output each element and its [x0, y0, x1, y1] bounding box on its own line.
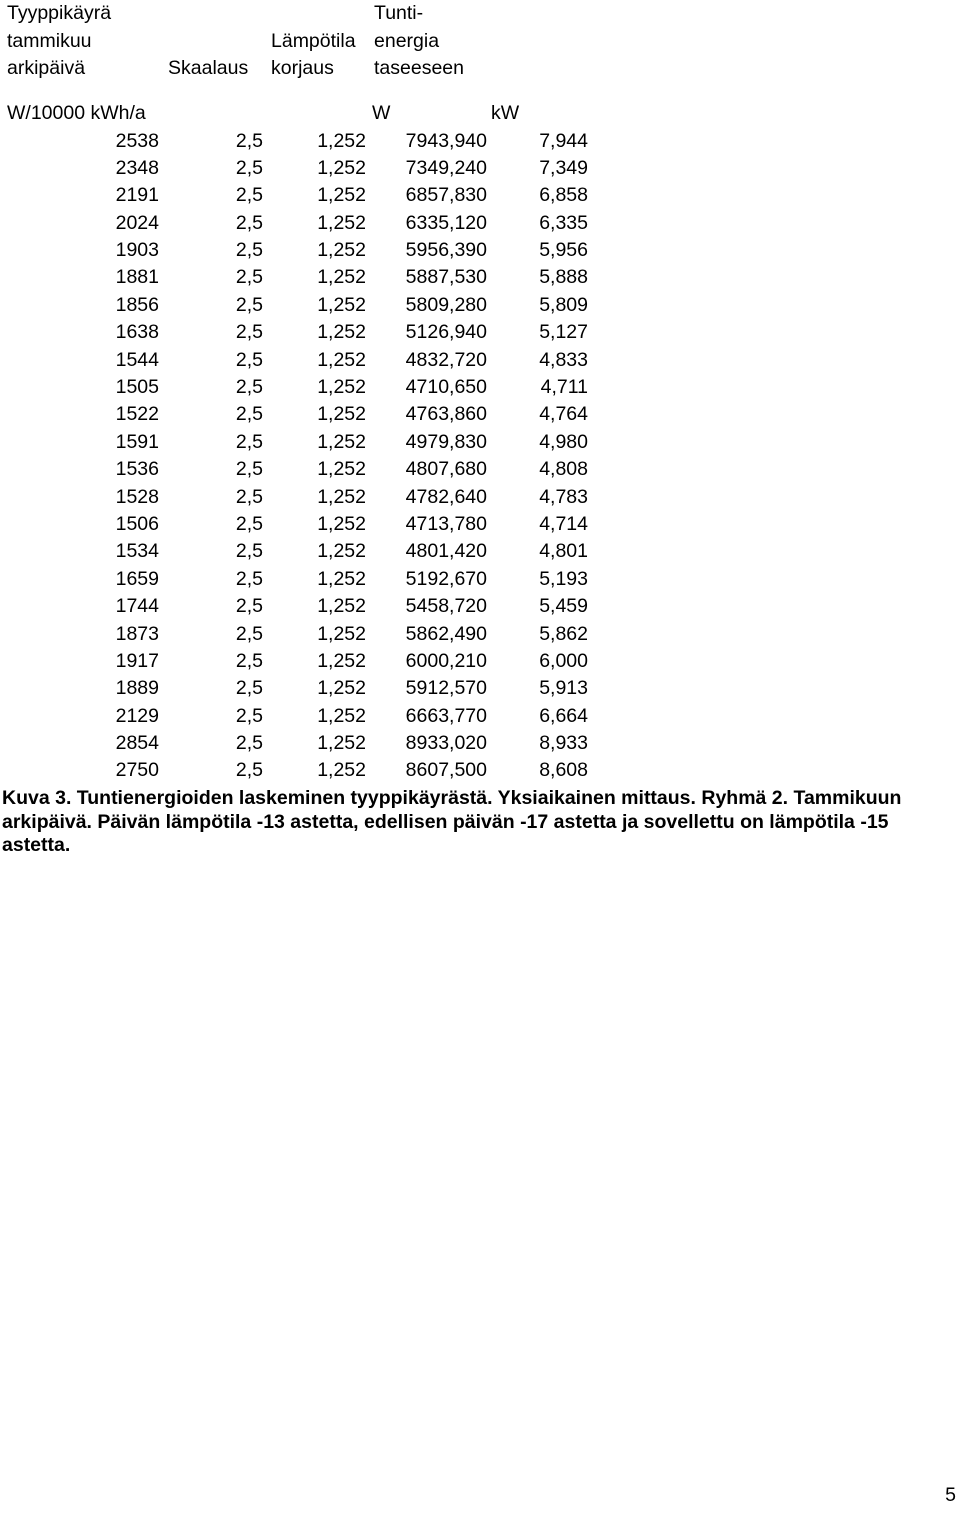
- table-cell: 2,5: [235, 732, 263, 755]
- table-cell: 4,714: [539, 512, 588, 535]
- table-cell: 1,252: [317, 704, 366, 727]
- table-row: [7, 429, 607, 456]
- figure-caption: Kuva 3. Tuntienergioiden laskeminen tyyppikäyrästä. Yksiaikainen mittaus. Ryhmä 2. Tammikuun arkipäivä. Päivän lämpötila -13 astetta, edellisen päivän -17 astetta ja sovellettu on lämpötila -15 astetta.: [2, 787, 902, 856]
- table-cell: 7,349: [539, 156, 588, 179]
- table-cell: 2538: [115, 129, 159, 152]
- table-cell: 2,5: [235, 649, 263, 672]
- table-row: [7, 566, 607, 593]
- page-number: 5: [945, 1484, 956, 1506]
- table-row: [7, 648, 607, 675]
- table-cell: 4713,780: [405, 512, 487, 535]
- table-cell: 8,608: [539, 759, 588, 782]
- table-cell: 2,5: [235, 704, 263, 727]
- table-cell: 8607,500: [405, 759, 487, 782]
- table-cell: 2,5: [235, 595, 263, 618]
- table-cell: 2,5: [235, 512, 263, 535]
- table-cell: 1873: [115, 622, 159, 645]
- table-cell: 2,5: [235, 759, 263, 782]
- header-tuntienergia: Tunti- energia taseeseen: [374, 2, 464, 79]
- table-cell: 1903: [115, 239, 159, 262]
- table-row: [7, 374, 607, 401]
- table-cell: 5,127: [539, 321, 588, 344]
- table-cell: 2854: [115, 732, 159, 755]
- table-cell: 1856: [115, 293, 159, 316]
- table-cell: 2,5: [235, 677, 263, 700]
- table-cell: 1544: [115, 348, 159, 371]
- table-cell: 5956,390: [405, 239, 487, 262]
- unit-kw: kW: [491, 102, 520, 124]
- table-cell: 8,933: [539, 732, 588, 755]
- data-table: [7, 0, 607, 785]
- table-cell: 6,664: [539, 704, 588, 727]
- table-cell: 2,5: [235, 321, 263, 344]
- table-cell: 2024: [115, 211, 159, 234]
- table-cell: 1659: [115, 567, 159, 590]
- table-cell: 2,5: [235, 458, 263, 481]
- table-cell: 1,252: [317, 485, 366, 508]
- table-cell: 1638: [115, 321, 159, 344]
- header-skaalaus: Skaalaus: [168, 57, 249, 79]
- table-row: [7, 703, 607, 730]
- table-cell: 5,862: [539, 622, 588, 645]
- table-cell: 2,5: [235, 184, 263, 207]
- header-lampotila-korjaus: Lämpötila korjaus: [271, 29, 356, 79]
- table-cell: 2,5: [235, 348, 263, 371]
- table-cell: 6335,120: [405, 211, 487, 234]
- table-row: [7, 484, 607, 511]
- table-cell: 7349,240: [405, 156, 487, 179]
- table-cell: 4710,650: [405, 376, 487, 399]
- table-cell: 1,252: [317, 567, 366, 590]
- table-row: [7, 757, 607, 784]
- table-cell: 1917: [115, 649, 159, 672]
- table-cell: 1,252: [317, 156, 366, 179]
- table-cell: 1,252: [317, 759, 366, 782]
- table-cell: 2,5: [235, 622, 263, 645]
- table-cell: 2750: [115, 759, 159, 782]
- table-row: [7, 511, 607, 538]
- unit-w: W: [372, 102, 391, 124]
- table-row: [7, 675, 607, 702]
- table-cell: 1,252: [317, 595, 366, 618]
- table-cell: 1536: [115, 458, 159, 481]
- table-cell: 1,252: [317, 266, 366, 289]
- table-cell: 1528: [115, 485, 159, 508]
- table-cell: 5,888: [539, 266, 588, 289]
- table-cell: 1506: [115, 512, 159, 535]
- table-cell: 2,5: [235, 430, 263, 453]
- table-row: [7, 237, 607, 264]
- table-cell: 5,956: [539, 239, 588, 262]
- table-row: [7, 128, 607, 155]
- table-header: [7, 0, 607, 100]
- table-cell: 5192,670: [405, 567, 487, 590]
- table-cell: 4,980: [539, 430, 588, 453]
- table-cell: 2,5: [235, 293, 263, 316]
- table-cell: 4,833: [539, 348, 588, 371]
- table-cell: 6000,210: [405, 649, 487, 672]
- table-cell: 1,252: [317, 321, 366, 344]
- table-cell: 4,783: [539, 485, 588, 508]
- table-row: [7, 401, 607, 428]
- table-cell: 2,5: [235, 129, 263, 152]
- table-cell: 2348: [115, 156, 159, 179]
- table-cell: 2,5: [235, 239, 263, 262]
- table-cell: 1,252: [317, 293, 366, 316]
- table-row: [7, 593, 607, 620]
- table-cell: 6,858: [539, 184, 588, 207]
- table-cell: 1889: [115, 677, 159, 700]
- table-cell: 1,252: [317, 732, 366, 755]
- table-cell: 1,252: [317, 348, 366, 371]
- table-cell: 4979,830: [405, 430, 487, 453]
- table-cell: 1,252: [317, 677, 366, 700]
- table-row: [7, 730, 607, 757]
- table-cell: 1,252: [317, 622, 366, 645]
- table-cell: 2,5: [235, 485, 263, 508]
- table-cell: 4801,420: [405, 540, 487, 563]
- table-cell: 5912,570: [405, 677, 487, 700]
- table-row: [7, 347, 607, 374]
- table-cell: 4,711: [540, 376, 588, 399]
- table-row: [7, 155, 607, 182]
- table-cell: 6,335: [539, 211, 588, 234]
- table-cell: 5126,940: [405, 321, 487, 344]
- table-cell: 2,5: [235, 266, 263, 289]
- table-cell: 1,252: [317, 458, 366, 481]
- table-cell: 1,252: [317, 540, 366, 563]
- table-cell: 5809,280: [405, 293, 487, 316]
- table-cell: 5862,490: [405, 622, 487, 645]
- table-cell: 1,252: [317, 376, 366, 399]
- table-cell: 4,808: [539, 458, 588, 481]
- table-body: [7, 128, 607, 785]
- table-cell: 4807,680: [405, 458, 487, 481]
- table-cell: 1,252: [317, 430, 366, 453]
- table-cell: 2129: [115, 704, 159, 727]
- table-cell: 6663,770: [405, 704, 487, 727]
- table-cell: 2,5: [235, 540, 263, 563]
- table-row: [7, 621, 607, 648]
- table-cell: 2191: [115, 184, 159, 207]
- table-cell: 4,764: [539, 403, 588, 426]
- table-cell: 5887,530: [405, 266, 487, 289]
- table-cell: 1,252: [317, 649, 366, 672]
- table-cell: 1744: [115, 595, 159, 618]
- table-cell: 1,252: [317, 211, 366, 234]
- table-cell: 1,252: [317, 129, 366, 152]
- table-cell: 1,252: [317, 512, 366, 535]
- table-cell: 2,5: [235, 376, 263, 399]
- table-cell: 2,5: [235, 211, 263, 234]
- table-cell: 2,5: [235, 403, 263, 426]
- header-tyyppikayra: Tyyppikäyrä tammikuu arkipäivä: [7, 2, 112, 79]
- table-cell: 7943,940: [405, 129, 487, 152]
- table-row: [7, 292, 607, 319]
- table-row: [7, 264, 607, 291]
- table-cell: 2,5: [235, 567, 263, 590]
- table-cell: 6857,830: [405, 184, 487, 207]
- table-cell: 5,913: [539, 677, 588, 700]
- table-cell: 1,252: [317, 184, 366, 207]
- table-cell: 5,809: [539, 293, 588, 316]
- table-row: [7, 538, 607, 565]
- table-row: [7, 319, 607, 346]
- table-cell: 4,801: [539, 540, 588, 563]
- table-cell: 4782,640: [405, 485, 487, 508]
- table-cell: 6,000: [539, 649, 588, 672]
- table-cell: 1,252: [317, 239, 366, 262]
- table-units-row: [7, 100, 607, 128]
- table-cell: 4763,860: [405, 403, 487, 426]
- table-cell: 1505: [115, 376, 159, 399]
- unit-w-per-kwh: W/10000 kWh/a: [7, 102, 146, 124]
- table-row: [7, 182, 607, 209]
- table-row: [7, 456, 607, 483]
- table-cell: 1534: [115, 540, 159, 563]
- table-cell: 4832,720: [405, 348, 487, 371]
- table-row: [7, 210, 607, 237]
- table-cell: 8933,020: [405, 732, 487, 755]
- table-cell: 1,252: [317, 403, 366, 426]
- table-cell: 1522: [115, 403, 159, 426]
- table-cell: 5458,720: [405, 595, 487, 618]
- table-cell: 5,193: [539, 567, 588, 590]
- table-cell: 7,944: [539, 129, 588, 152]
- table-cell: 1591: [115, 430, 159, 453]
- table-cell: 2,5: [235, 156, 263, 179]
- table-cell: 1881: [115, 266, 159, 289]
- table-cell: 5,459: [539, 595, 588, 618]
